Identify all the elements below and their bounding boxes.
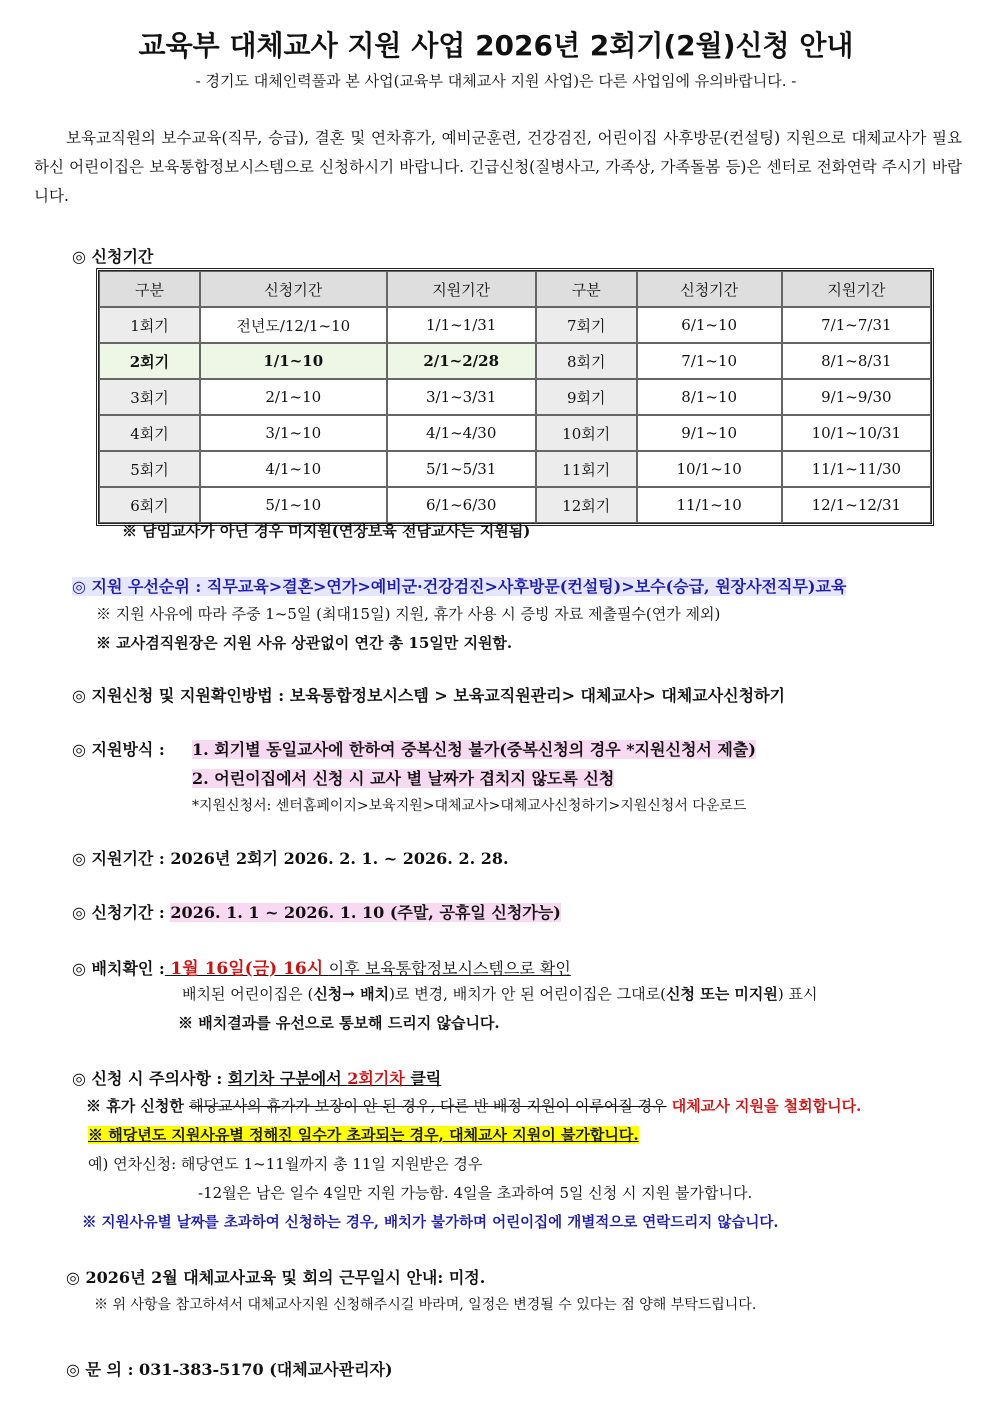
schedule-header-row bbox=[99, 271, 931, 307]
table-cell: 9회기 bbox=[536, 379, 637, 415]
table-cell: 10/1~10 bbox=[637, 451, 782, 487]
table-cell: 3회기 bbox=[99, 379, 200, 415]
caution-line-5: ※ 지원사유별 날짜를 초과하여 신청하는 경우, 배치가 불가하며 어린이집에 개별적으로 연락드리지 않습니다. bbox=[82, 1214, 779, 1231]
table-cell: 2/1~10 bbox=[200, 379, 387, 415]
table-cell: 6/1~10 bbox=[637, 307, 782, 343]
caution-line1-c: 대체교사 지원을 철회합니다. bbox=[666, 1097, 862, 1115]
contact-line: ◎ 문 의 : 031-383-5170 (대체교사관리자) bbox=[66, 1360, 393, 1379]
table-row bbox=[99, 487, 931, 523]
schedule-heading: ◎ 신청기간 bbox=[72, 247, 154, 266]
apply-period-label: ◎ 신청기간 : bbox=[72, 903, 165, 922]
table-row-current bbox=[99, 343, 931, 379]
placement-line2-d: 신청 또는 미지원 bbox=[666, 985, 778, 1003]
caution-heading bbox=[72, 1066, 441, 1089]
table-cell: 3/1~3/31 bbox=[387, 379, 536, 415]
table-cell: 6회기 bbox=[99, 487, 200, 523]
header-cell: 신청기간 bbox=[200, 271, 387, 307]
subtitle-notice: - 경기도 대체인력풀과 본 사업(교육부 대체교사 지원 사업)은 다른 사업임에 유의바랍니다. - bbox=[195, 72, 797, 90]
priority-note-1: ※ 지원 사유에 따라 주중 1~5일 (최대15일) 지원, 휴가 사용 시 증빙 자료 제출필수(연가 제외) bbox=[96, 605, 721, 623]
table-cell: 5회기 bbox=[99, 451, 200, 487]
caution-heading-a: ◎ 신청 시 주의사항 : bbox=[72, 1069, 228, 1088]
table-cell: 1회기 bbox=[99, 307, 200, 343]
caution-line1-a: ※ 휴가 신청한 bbox=[86, 1097, 190, 1115]
table-cell: 10/1~10/31 bbox=[782, 415, 931, 451]
method-item-1-text: 1. 회기별 동일교사에 한하여 중복신청 불가(중복신청의 경우 *지원신청서 제출) bbox=[192, 740, 756, 759]
table-cell: 9/1~9/30 bbox=[782, 379, 931, 415]
support-period-line: ◎ 지원기간 : 2026년 2회기 2026. 2. 1. ~ 2026. 2. 28. bbox=[72, 849, 509, 868]
caution-line2-text: ※ 해당년도 지원사유별 정해진 일수가 초과되는 경우, 대체교사 지원이 불가합니다. bbox=[88, 1126, 639, 1144]
table-cell: 8회기 bbox=[536, 343, 637, 379]
table-cell: 1/1~10 bbox=[200, 343, 387, 379]
caution-heading-underlined bbox=[228, 1069, 441, 1088]
priority-heading-text: ◎ 지원 우선순위 : 직무교육>결혼>연가>예비군·건강검진>사후방문(컨설팅)>보수(승급, 원장사전직무)교육 bbox=[72, 577, 847, 596]
caution-line-2 bbox=[88, 1124, 639, 1145]
caution-line1-b: 해당교사의 휴가가 보장이 안 된 경우, 다른 반 배정 지원이 이루어질 경우 bbox=[189, 1097, 667, 1115]
header-cell: 지원기간 bbox=[782, 271, 931, 307]
header-cell: 구분 bbox=[536, 271, 637, 307]
table-row bbox=[99, 415, 931, 451]
table-cell: 7/1~7/31 bbox=[782, 307, 931, 343]
placement-line2-b: 신청→ 배치 bbox=[313, 985, 390, 1003]
table-cell: 9/1~10 bbox=[637, 415, 782, 451]
placement-line2-a: 배치된 어린이집은 ( bbox=[182, 985, 314, 1003]
placement-label: ◎ 배치확인 : bbox=[72, 959, 165, 978]
table-cell: 5/1~5/31 bbox=[387, 451, 536, 487]
placement-line-3: ※ 배치결과를 유선으로 통보해 드리지 않습니다. bbox=[178, 1014, 500, 1032]
caution-heading-b: 회기차 구분에서 bbox=[227, 1069, 348, 1088]
intro-paragraph: 보육교직원의 보수교육(직무, 승급), 결혼 및 연차휴가, 예비군훈련, 건강검진, 어린이집 사후방문(컨설팅) 지원으로 대체교사가 필요하신 어린이집은 보육통합정보시스템으로 신청하시기 바랍니다. 긴급신청(질병사고, 가족상, 가족돌봄 등)은 센터로 전화연락 주시기 바랍니다. bbox=[34, 129, 962, 205]
caution-line-1 bbox=[86, 1095, 861, 1116]
table-row bbox=[99, 307, 931, 343]
page-title: 교육부 대체교사 지원 사업 2026년 2회기(2월)신청 안내 bbox=[138, 29, 854, 62]
placement-line bbox=[72, 954, 571, 979]
table-cell: 1/1~1/31 bbox=[387, 307, 536, 343]
caution-heading-d: 클릭 bbox=[404, 1069, 442, 1088]
priority-heading bbox=[72, 574, 846, 597]
header-cell: 구분 bbox=[99, 271, 200, 307]
table-cell: 12회기 bbox=[536, 487, 637, 523]
placement-line2-c: )로 변경, 배치가 안 된 어린이집은 그대로( bbox=[389, 985, 667, 1003]
placement-line-2 bbox=[182, 983, 818, 1004]
table-cell: 7회기 bbox=[536, 307, 637, 343]
table-cell: 4회기 bbox=[99, 415, 200, 451]
apply-period-value: 2026. 1. 1 ~ 2026. 1. 10 (주말, 공휴일 신청가능) bbox=[170, 903, 561, 922]
training-note: ※ 위 사항을 참고하셔서 대체교사지원 신청해주시길 바라며, 일정은 변경될 수 있다는 점 양해 부탁드립니다. bbox=[94, 1297, 757, 1313]
schedule-note: ※ 담임교사가 아닌 경우 미지원(연장보육 전담교사는 지원됨) bbox=[122, 522, 531, 540]
table-cell: 4/1~4/30 bbox=[387, 415, 536, 451]
caution-heading-c: 2회기차 bbox=[347, 1069, 405, 1088]
header-cell: 지원기간 bbox=[387, 271, 536, 307]
schedule-table bbox=[96, 268, 934, 526]
table-cell: 4/1~10 bbox=[200, 451, 387, 487]
placement-rest: 이후 보육통합정보시스템으로 확인 bbox=[328, 959, 571, 978]
table-cell: 8/1~8/31 bbox=[782, 343, 931, 379]
placement-line2-e: ) 표시 bbox=[777, 985, 818, 1003]
table-cell: 6/1~6/30 bbox=[387, 487, 536, 523]
table-cell: 11/1~10 bbox=[637, 487, 782, 523]
placement-date: 1월 16일(금) 16시 bbox=[170, 959, 324, 979]
table-cell: 2회기 bbox=[99, 343, 200, 379]
table-cell: 전년도/12/1~10 bbox=[200, 307, 387, 343]
apply-period-line bbox=[72, 900, 561, 923]
caution-line-4: -12월은 남은 일수 4일만 지원 가능함. 4일을 초과하여 5일 신청 시 지원 불가합니다. bbox=[198, 1184, 753, 1202]
table-cell: 10회기 bbox=[536, 415, 637, 451]
method-label: ◎ 지원방식 : bbox=[72, 740, 165, 759]
training-heading: ◎ 2026년 2월 대체교사교육 및 회의 근무일시 안내: 미정. bbox=[66, 1268, 486, 1287]
table-cell: 12/1~12/31 bbox=[782, 487, 931, 523]
header-cell: 신청기간 bbox=[637, 271, 782, 307]
table-cell: 11회기 bbox=[536, 451, 637, 487]
placement-underlined bbox=[165, 959, 571, 978]
method-check-line: ◎ 지원신청 및 지원확인방법 : 보육통합정보시스템 > 보육교직원관리> 대체교사> 대체교사신청하기 bbox=[72, 686, 786, 705]
table-row bbox=[99, 379, 931, 415]
table-cell: 8/1~10 bbox=[637, 379, 782, 415]
method-item-1 bbox=[192, 737, 756, 760]
method-item-2 bbox=[192, 766, 614, 789]
caution-line-3: 예) 연차신청: 해당연도 1~11월까지 총 11일 지원받은 경우 bbox=[88, 1155, 483, 1173]
method-note: *지원신청서: 센터홈페이지>보육지원>대체교사>대체교사신청하기>지원신청서 다운로드 bbox=[192, 798, 747, 814]
table-cell: 5/1~10 bbox=[200, 487, 387, 523]
table-cell: 3/1~10 bbox=[200, 415, 387, 451]
table-cell: 7/1~10 bbox=[637, 343, 782, 379]
method-item-2-text: 2. 어린이집에서 신청 시 교사 별 날짜가 겹치지 않도록 신청 bbox=[192, 769, 615, 788]
table-row bbox=[99, 451, 931, 487]
table-cell: 2/1~2/28 bbox=[387, 343, 536, 379]
priority-note-2: ※ 교사겸직원장은 지원 사유 상관없이 연간 총 15일만 지원함. bbox=[96, 634, 513, 652]
table-cell: 11/1~11/30 bbox=[782, 451, 931, 487]
